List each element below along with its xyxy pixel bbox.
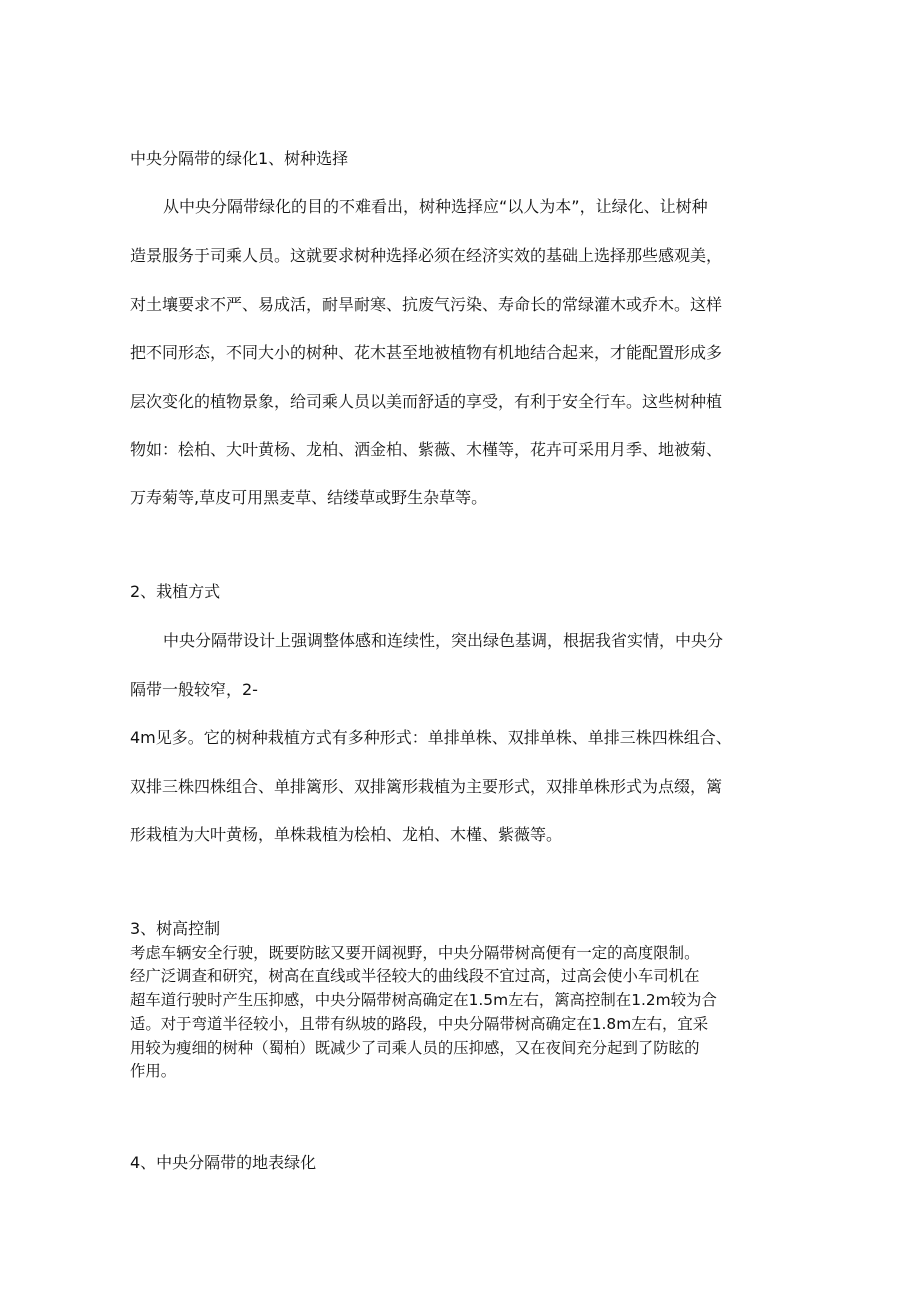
section1-paragraph-line: 把不同形态，不同大小的树种、花木甚至地被植物有机地结合起来，才能配置形成多 (130, 343, 723, 362)
section4-heading: 4、中央分隔带的地表绿化 (130, 1153, 317, 1172)
section2-heading: 2、栽植方式 (130, 582, 221, 601)
section2-paragraph-line: 隔带一般较窄，2- (130, 680, 258, 699)
section1-paragraph-line: 造景服务于司乘人员。这就要求树种选择必须在经济实效的基础上选择那些感观美， (130, 246, 723, 265)
section1-paragraph-line: 万寿菊等,草皮可用黑麦草、结缕草或野生杂草等。 (130, 488, 488, 507)
section1-paragraph-line: 层次变化的植物景象，给司乘人员以美而舒适的享受，有利于安全行车。这些树种植 (130, 392, 723, 411)
section1-paragraph-line: 从中央分隔带绿化的目的不难看出，树种选择应“以人为本”，让绿化、让树种 (163, 197, 708, 216)
section1-paragraph-line: 对土壤要求不严、易成活，耐旱耐寒、抗废气污染、寿命长的常绿灌木或乔木。这样 (130, 295, 723, 314)
section1-paragraph-line: 物如：桧柏、大叶黄杨、龙柏、洒金柏、紫薇、木槿等，花卉可采用月季、地被菊、 (130, 440, 723, 459)
section3-paragraph-line: 作用。 (130, 1062, 177, 1080)
section2-paragraph-line: 4m见多。它的树种栽植方式有多种形式：单排单株、双排单株、单排三株四株组合、 (130, 728, 732, 747)
section3-paragraph-line: 用较为瘦细的树种（蜀柏）既减少了司乘人员的压抑感，又在夜间充分起到了防眩的 (130, 1039, 700, 1057)
section3-paragraph-line: 考虑车辆安全行驶，既要防眩又要开阔视野，中央分隔带树高便有一定的高度限制。 (130, 944, 700, 962)
section2-paragraph-line: 双排三株四株组合、单排篱形、双排篱形栽植为主要形式，双排单株形式为点缀，篱 (130, 777, 723, 796)
section3-paragraph-line: 适。对于弯道半径较小，且带有纵坡的路段，中央分隔带树高确定在1.8m左右，宜采 (130, 1015, 709, 1033)
section2-paragraph-line: 形栽植为大叶黄杨，单株栽植为桧柏、龙柏、木槿、紫薇等。 (130, 825, 563, 844)
section2-paragraph-line: 中央分隔带设计上强调整体感和连续性，突出绿色基调，根据我省实情，中央分 (163, 631, 724, 650)
section1-heading: 中央分隔带的绿化1、树种选择 (130, 149, 349, 168)
section3-paragraph-line: 经广泛调查和研究，树高在直线或半径较大的曲线段不宜过高，过高会使小车司机在 (130, 967, 700, 985)
section3-paragraph-line: 超车道行驶时产生压抑感，中央分隔带树高确定在1.5m左右，篱高控制在1.2m较为合 (130, 991, 717, 1009)
section3-heading: 3、树高控制 (130, 919, 221, 938)
